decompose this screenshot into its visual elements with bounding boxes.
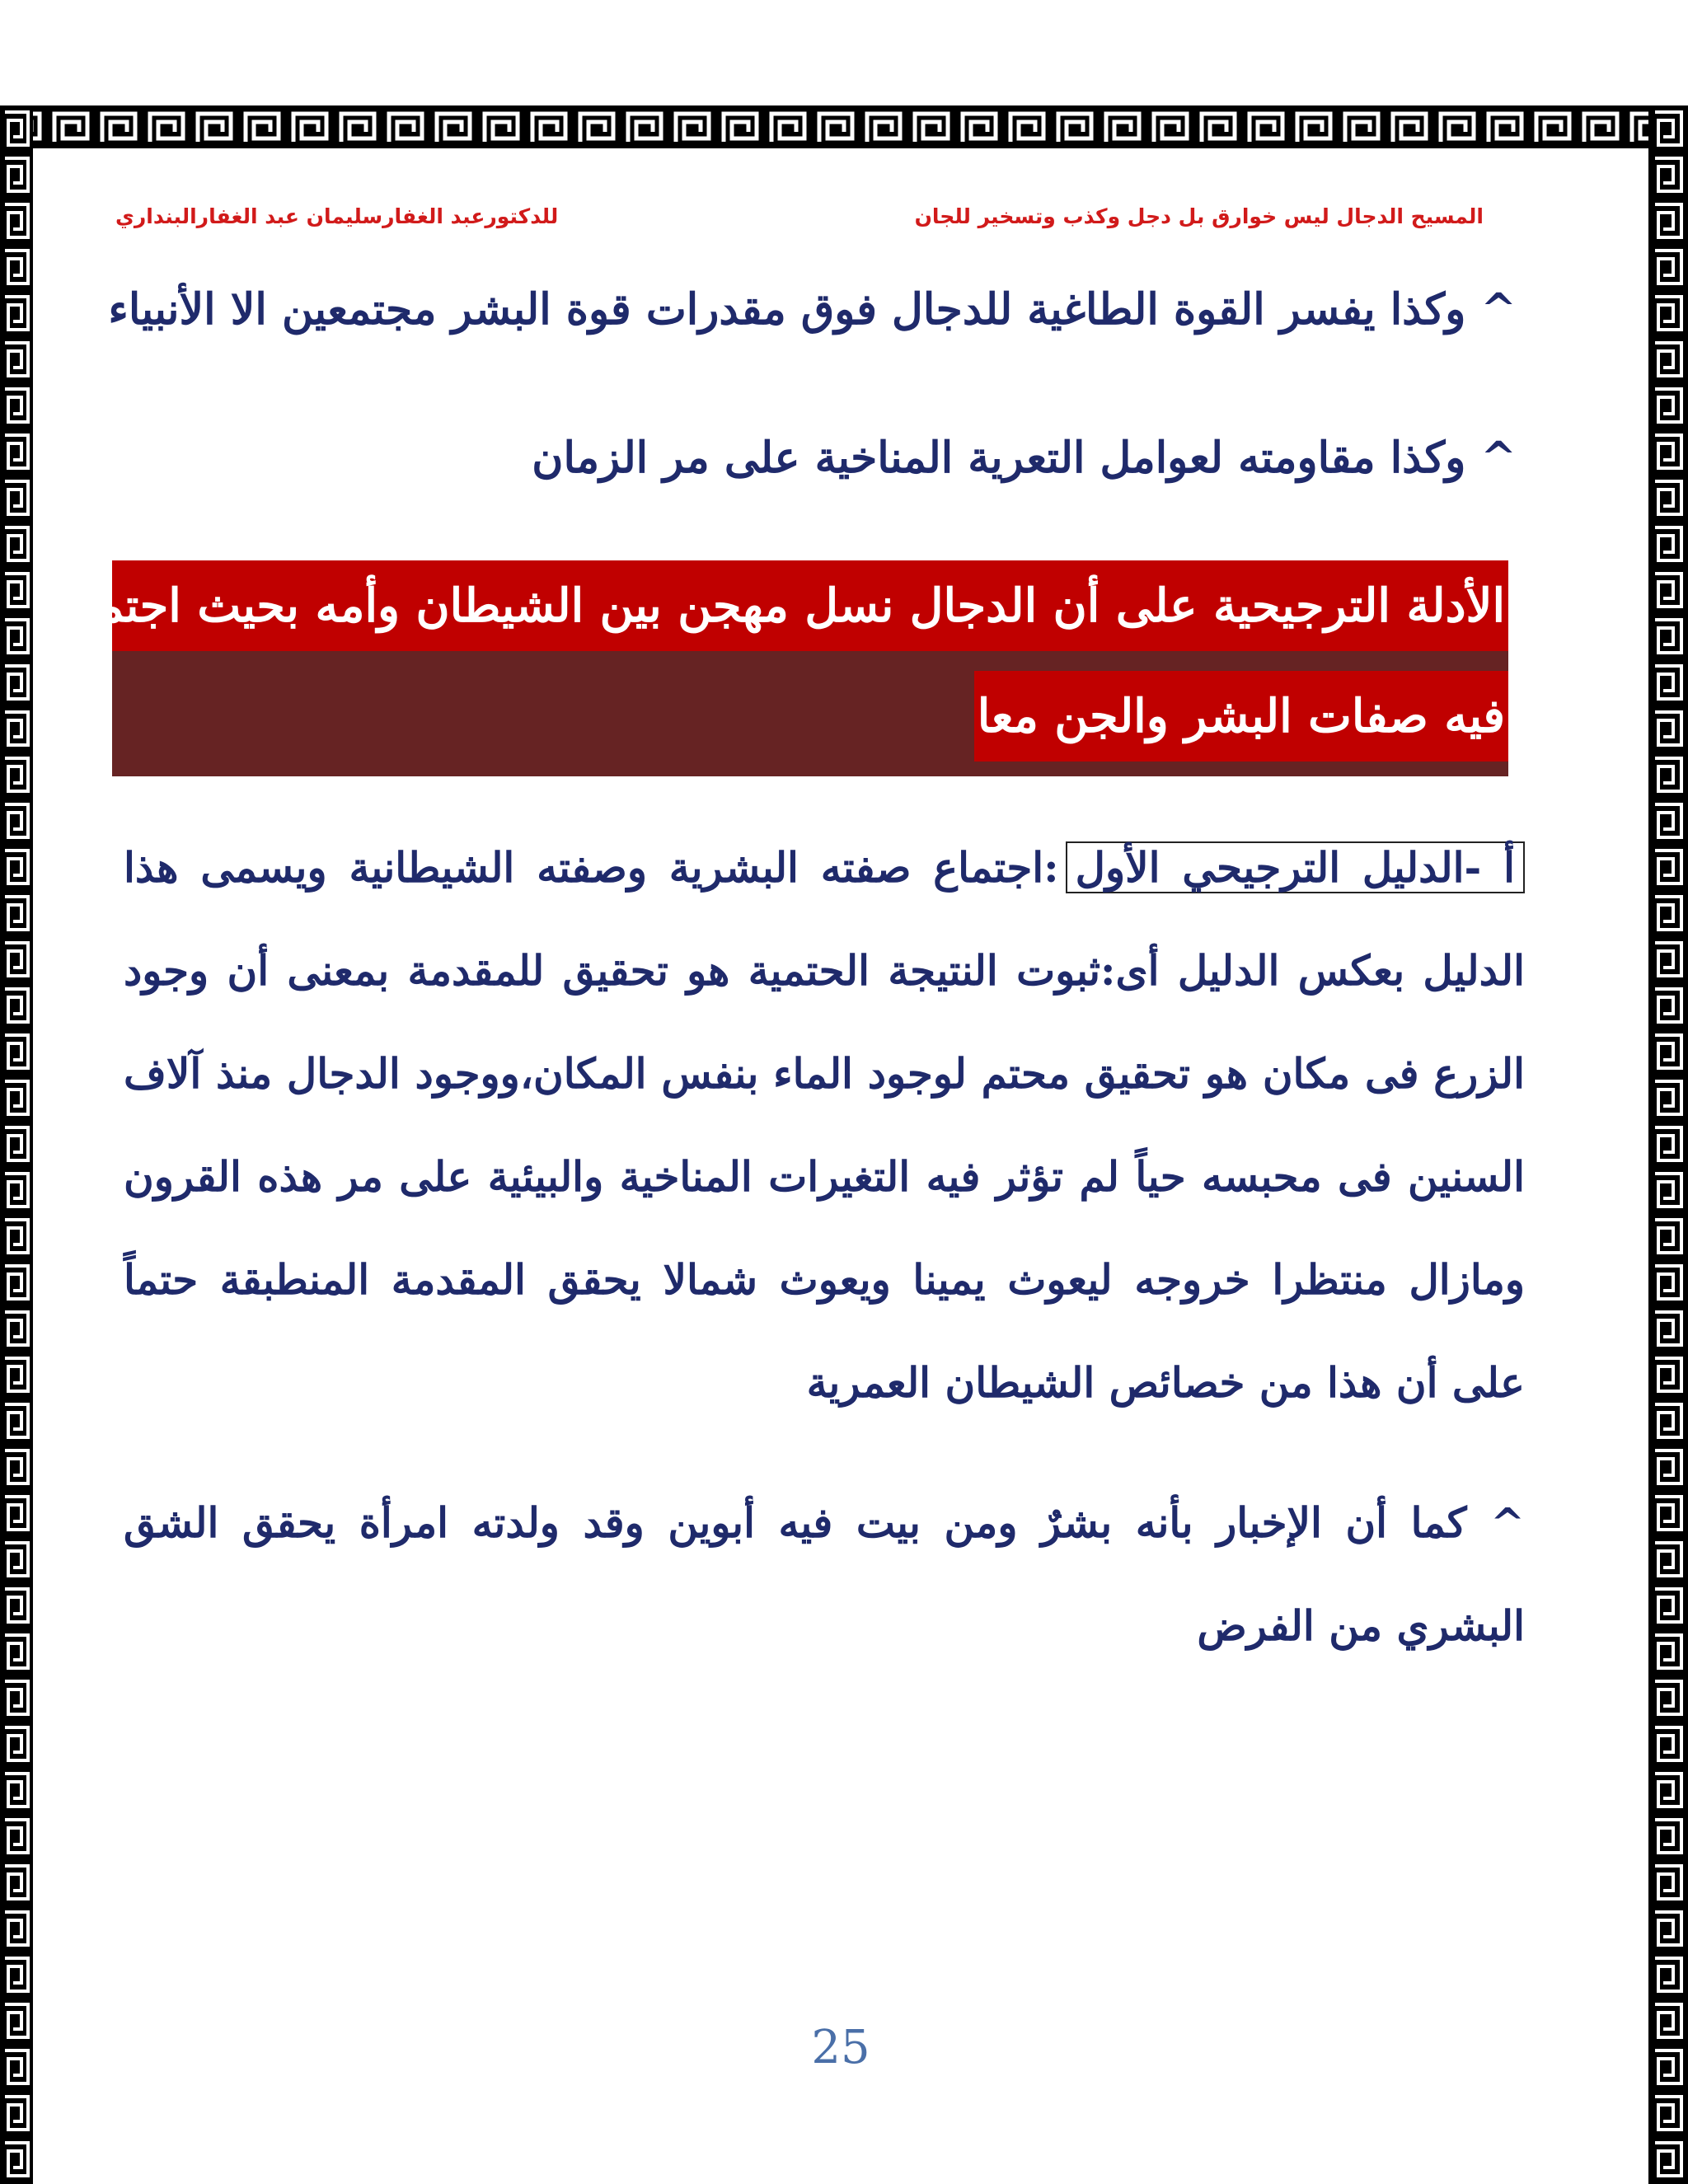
bullet-line-1: ^ وكذا يفسر القوة الطاغية للدجال فوق مقدرات قوة البشر مجتمعين الا الأنبياء [108,284,1517,335]
bullet-line-2: ^ وكذا مقاومته لعوامل التعرية المناخية على مر الزمان [532,433,1517,483]
decorative-border-left [0,105,33,2184]
section-title-line-1: الأدلة الترجيحية على أن الدجال نسل مهجن بين الشيطان وأمه بحيث اجتمعت [112,560,1508,651]
evidence-body: :اجتماع صفته البشرية وصفته الشيطانية ويسمى هذا الدليل بعكس الدليل أى:ثبوت النتيجة الحتمية هو تحقيق للمقدمة بمعنى أن وجود الزرع فى مكان هو تحقيق محتم لوجود الماء بنفس المكان،ووجود الدجال منذ آلاف السنين فى محبسه حياً لم تؤثر فيه التغيرات المناخية والبيئية على مر هذه القرون ومازال منتظرا خروجه ليعوث يمينا ويعوث شمالا يحقق المقدمة المنطبقة حتماً على أن هذا من خصائص الشيطان العمرية [124,843,1525,1407]
evidence-paragraph [124,816,1525,1434]
section-title-box [31,560,1508,776]
section-title-line-2: فيه صفات البشر والجن معا [974,671,1508,762]
header-book-title: المسيح الدجال ليس خوارق بل دجل وكذب وتسخير للجان [914,204,1484,228]
evidence-label: أ -الدليل الترجيحي الأول [1066,841,1525,893]
page-content [33,148,1648,2184]
header-author: للدكتورعبد الغفارسليمان عبد الغفارالبنداري [115,204,559,228]
decorative-border-right [1648,105,1688,2184]
closing-paragraph: ^ كما أن الإخبار بأنه بشرٌ ومن بيت فيه أبوين وقد ولدته امرأة يحقق الشق البشري من الفرض [124,1498,1525,1650]
decorative-border-top [0,105,1688,148]
page-number: 25 [811,2021,870,2074]
